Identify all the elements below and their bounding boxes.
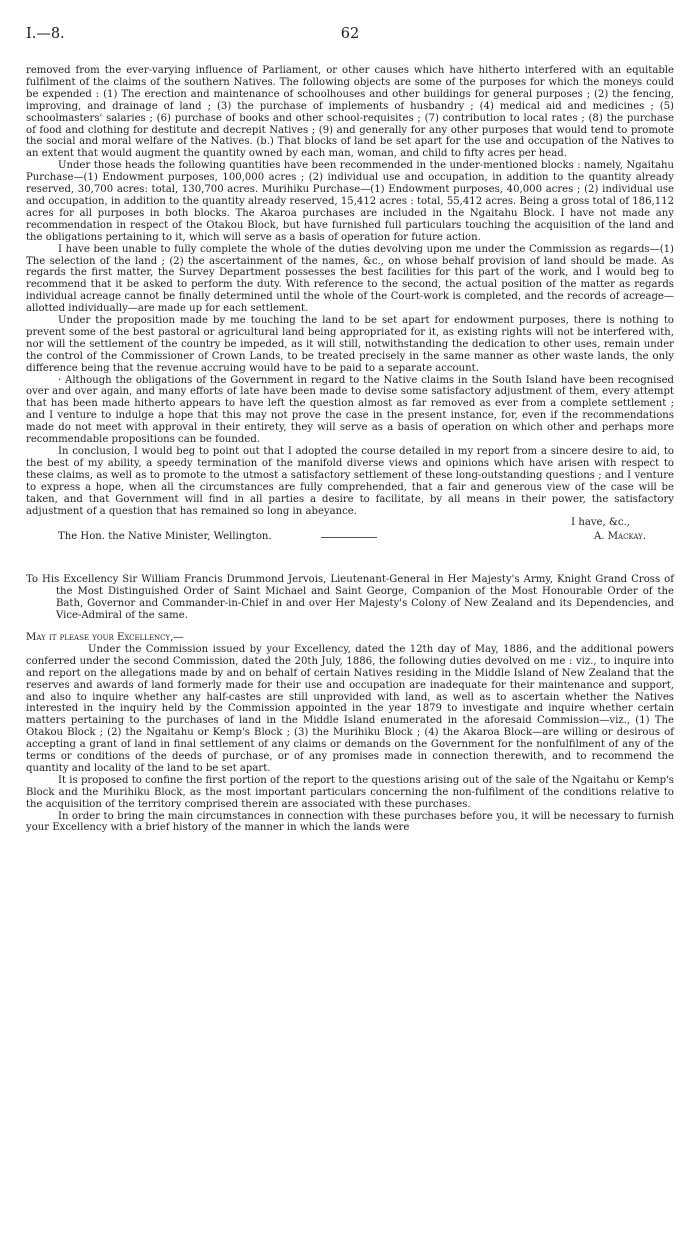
report-paragraph: It is proposed to confine the first portion of the report to the questions arising out of the sale of the Ngaitahu or Kemp's Block and the Murihiku Block, as the most important particulars concerning the non-fulfilment of the conditions relative to the acquisition of the territory comprised therein are associated with these purchases.: [26, 774, 674, 810]
body-paragraph: Under the proposition made by me touching the land to be set apart for endowment purposes, there is nothing to prevent some of the best pastoral or agricultural land being appropriated for it, as existing rights will not be interfered with, nor will the settlement of the country be impeded, as it will still, notwithstanding the dedication to other uses, remain under the control of the Commissioner of Crown Lands, to be treated precisely in the same manner as other waste lands, the only difference being that the revenue accruing would have to be paid to a separate account.: [26, 315, 674, 374]
closing-line: I have, &c.,: [571, 517, 630, 529]
address-block: To His Excellency Sir William Francis Drummond Jervois, Lieutenant-General in Her Majesty's Army, Knight Grand Cross of the Most Distinguished Order of Saint Michael and Saint George, Companion of the Most Honourable Order of the Bath, Governor and Commander-in-Chief in and over Her Majesty's Colony of New Zealand and its Dependencies, and Vice-Admiral of the same.: [26, 574, 674, 622]
body-paragraph: Under those heads the following quantities have been recommended in the under-mentioned blocks : namely, Ngaitahu Purchase—(1) Endowment purposes, 100,000 acres ; (2) individual use and occupation, in addition to the quantity already reserved, 30,700 acres: total, 130,700 acres. Murihiku Purchase—(1) Endowment purposes, 40,000 acres ; (2) individual use and occupation, in addition to the quantity already reserved, 15,412 acres : total, 55,412 acres. Being a gross total of 186,112 acres for all purposes in both blocks. The Akaroa purchases are included in the Ngaitahu Block. I have not made any recommendation in respect of the Otakou Block, but have furnished full particulars touching the acquisition of the land and the obligations pertaining to it, which will serve as a basis of operation for future action.: [26, 160, 674, 243]
signatory-name: A. Mackay.: [594, 531, 646, 543]
body-paragraph: · Although the obligations of the Government in regard to the Native claims in the South Island have been recognised over and over again, and many efforts of late have been made to devise some satisfactory adjustment of them, every attempt that has been made hitherto appears to have left the question almost as far removed as ever from a complete settlement ; and I venture to indulge a hope that this may not prove the case in the present instance, for, even if the recommendations made do not meet with approval in their entirety, they will serve as a basis of operation on which other and perhaps more recommendable propositions can be founded.: [26, 374, 674, 446]
divider-rule: [321, 537, 377, 538]
page-header: [26, 26, 674, 47]
recipient-line: The Hon. the Native Minister, Wellington.: [58, 531, 272, 543]
signature-block: [26, 531, 674, 543]
document-body: [26, 65, 674, 834]
body-paragraph: removed from the ever-varying influence of Parliament, or other causes which have hitherto interfered with an equitable fulfilment of the claims of the southern Natives. The following objects are some of the purposes for which the moneys could be expended : (1) The erection and maintenance of schoolhouses and other buildings for general purposes ; (2) the fencing, improving, and drainage of land ; (3) the purchase of implements of husbandry ; (4) medical aid and medicines ; (5) schoolmasters' salaries ; (6) purchase of books and other school-requisites ; (7) contribution to local rates ; (8) the purchase of food and clothing for destitute and decrepit Natives ; (9) and generally for any other purposes that would tend to promote the social and moral welfare of the Natives. (b.) That blocks of land be set apart for the use and occupation of the Natives to an extent that would augment the quantity owned by each man, woman, and child to fifty acres per head.: [26, 65, 674, 160]
report-paragraph: Under the Commission issued by your Excellency, dated the 12th day of May, 1886, and the additional powers conferred under the second Commission, dated the 20th July, 1886, the following duties devolved on me : viz., to inquire into and report on the allegations made by and on behalf of certain Natives residing in the Middle Island of New Zealand that the reserves and awards of land formerly made for their use and occupation are inadequate for their maintenance and support, and also to inquire whether any half-castes are still unprovided with land, as well as to ascertain whether the Natives interested in the inquiry held by the Commission appointed in the year 1879 to investigate and inquire whether certain matters pertaining to the purchases of land in the Middle Island enumerated in the aforesaid Commission—viz., (1) The Otakou Block ; (2) the Ngaitahu or Kemp's Block ; (3) the Murihiku Block ; (4) the Akaroa Block—are willing or desirous of accepting a grant of land in final settlement of any claims or demands on the Government for the nonfulfilment of any of the terms or conditions of the deeds of purchase, or of any promises made in connection therewith, and to recommend the quantity and locality of the land to be set apart.: [26, 643, 674, 774]
body-paragraph: I have been unable to fully complete the whole of the duties devolving upon me under the Commission as regards—(1) The selection of the land ; (2) the ascertainment of the names, &c., on whose behalf provision of land should be made. As regards the first matter, the Survey Department possesses the best facilities for this part of the work, and I would beg to recommend that it be asked to perform the duty. With reference to the second, the actual position of the matter as regards individual acreage cannot be finally determined until the whole of the Court-work is completed, and the records of acreage—allotted individually—are made up for each settlement.: [26, 243, 674, 315]
report-paragraph: In order to bring the main circumstances in connection with these purchases before you, it will be necessary to furnish your Excellency with a brief history of the manner in which the lands were: [26, 810, 674, 834]
document-reference: I.—8.: [26, 26, 65, 42]
body-paragraph: In conclusion, I would beg to point out that I adopted the course detailed in my report from a sincere desire to aid, to the best of my ability, a speedy termination of the manifold diverse views and opinions which have arisen with respect to these claims, as well as to promote to the utmost a satisfactory settlement of these long-outstanding questions ; and I venture to express a hope, when all the circumstances are fully comprehended, that a fair and generous view of the case will be taken, and that Government will find in all parties a desire to facilitate, by all means in their power, the satisfactory adjustment of a question that has remained so long in abeyance.: [26, 446, 674, 517]
salutation-line: May it please your Excellency,—: [26, 631, 184, 643]
page-number: 62: [340, 26, 360, 42]
